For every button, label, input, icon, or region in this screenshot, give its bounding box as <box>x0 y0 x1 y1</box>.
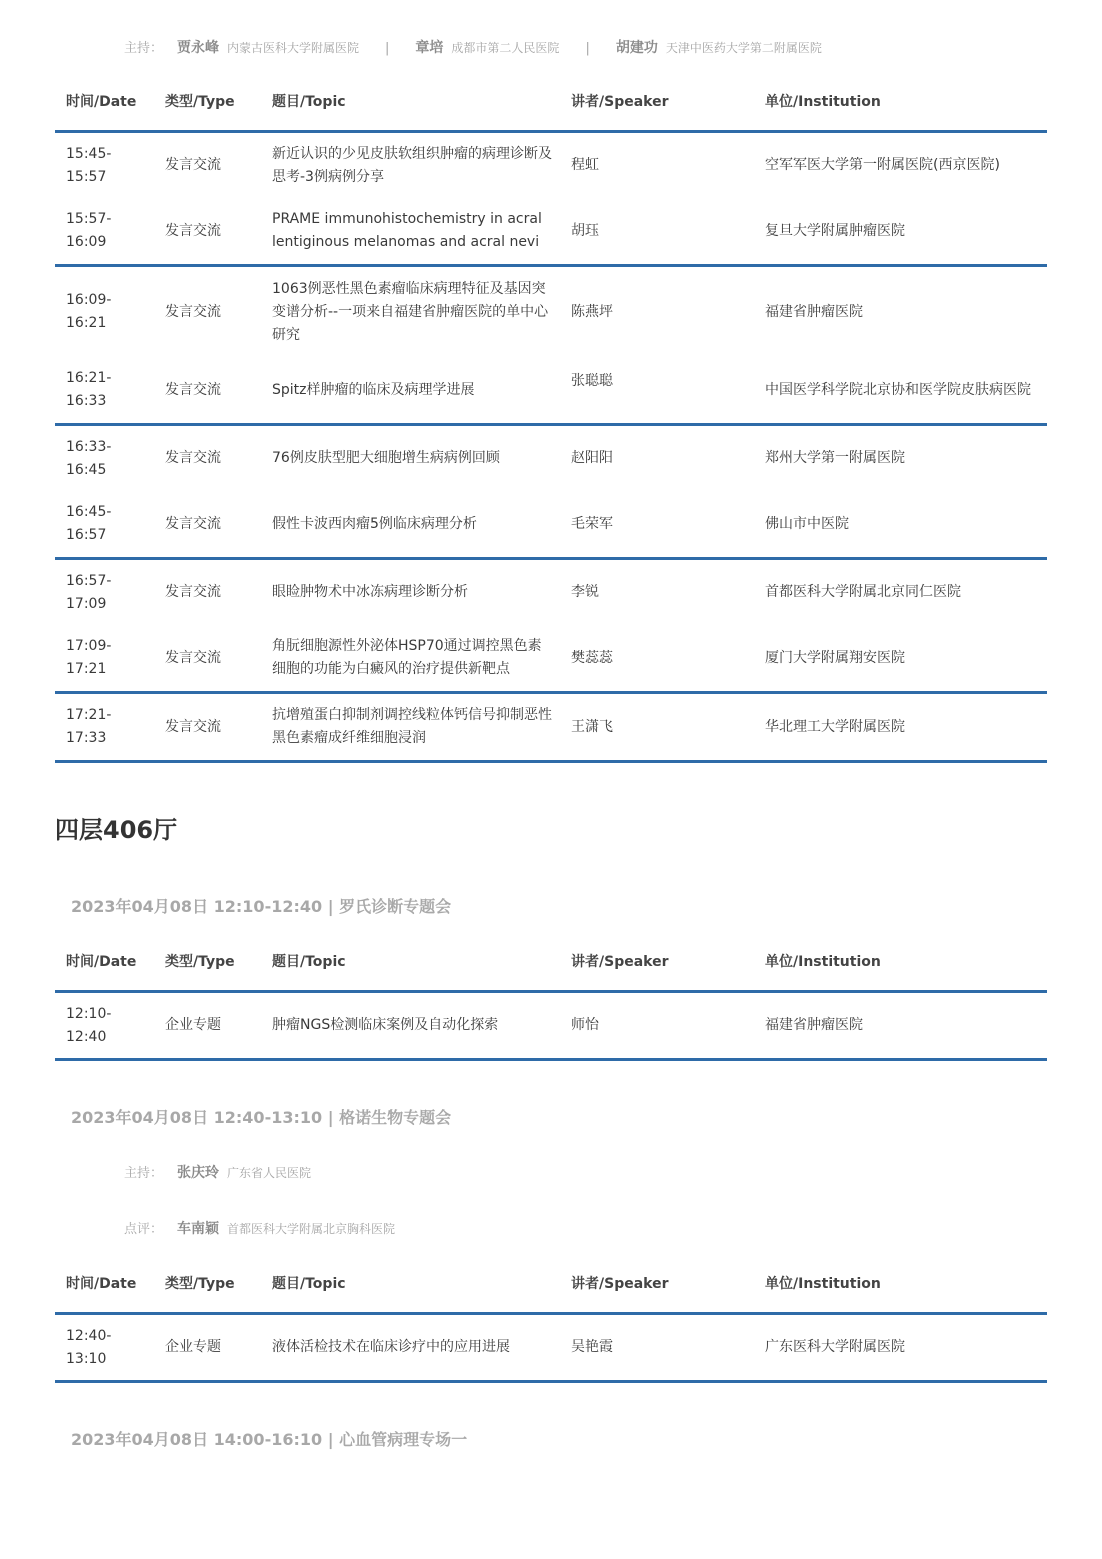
table-row <box>55 132 1047 199</box>
cell-institution: 福建省肿瘤医院 <box>765 303 863 320</box>
cell-topic: 抗增殖蛋白抑制剂调控线粒体钙信号抑制恶性黑色素瘤成纤维细胞浸润 <box>261 693 560 762</box>
cell-speaker: 赵阳阳 <box>571 450 613 467</box>
cell-time: 17:09-17:21 <box>55 626 154 693</box>
cell-speaker: 李锐 <box>571 584 599 601</box>
col-header-date: 时间/Date <box>55 1254 154 1314</box>
cell-institution: 福建省肿瘤医院 <box>754 992 1047 1060</box>
col-header-type: 类型/Type <box>154 72 261 132</box>
host-role-label: 主持： <box>124 1166 164 1181</box>
cell-type: 发言交流 <box>154 626 261 693</box>
cell-institution: 首都医科大学附属北京同仁医院 <box>765 584 961 601</box>
cell-topic: 液体活检技术在临床诊疗中的应用进展 <box>261 1314 560 1382</box>
cell-type: 发言交流 <box>154 492 261 559</box>
cell-topic: 1063例恶性黑色素瘤临床病理特征及基因突变谱分析--一项来自福建省肿瘤医院的单中心研究 <box>272 280 549 343</box>
col-header-institution: 单位/Institution <box>754 1254 1047 1314</box>
chair-name: 胡建功 <box>615 40 658 56</box>
cell-speaker: 师怡 <box>560 992 754 1060</box>
table-row <box>55 199 1047 266</box>
col-header-topic: 题目/Topic <box>261 932 560 992</box>
table-row <box>55 992 1047 1060</box>
cell-topic: 肿瘤NGS检测临床案例及自动化探索 <box>261 992 560 1060</box>
cell-time: 16:33-16:45 <box>66 438 112 478</box>
table-row <box>55 358 1047 425</box>
col-header-speaker: 讲者/Speaker <box>560 932 754 992</box>
cell-institution: 佛山市中医院 <box>754 492 1047 559</box>
table-header-row <box>55 72 1047 132</box>
cell-topic: 角朊细胞源性外泌体HSP70通过调控黑色素细胞的功能为白癜风的治疗提供新靶点 <box>261 626 560 693</box>
cell-type: 企业专题 <box>154 992 261 1060</box>
cell-speaker: 程虹 <box>571 157 599 174</box>
chair-institution: 内蒙古医科大学附属医院 <box>227 41 360 55</box>
schedule-table <box>55 72 1047 763</box>
cell-time: 16:57-17:09 <box>66 572 112 612</box>
cell-type: 发言交流 <box>165 303 221 320</box>
cell-speaker: 吴艳霞 <box>560 1314 754 1382</box>
table-row <box>55 425 1047 492</box>
reviewer-role-label: 点评： <box>124 1222 164 1237</box>
chair-name: 章培 <box>415 40 444 56</box>
cell-type: 发言交流 <box>165 584 221 601</box>
session-title: 2023年04月08日 12:40-13:10 | 格诺生物专题会 <box>71 1108 452 1127</box>
session-chairs <box>124 37 822 57</box>
table-row <box>55 492 1047 559</box>
cell-topic: 眼睑肿物术中冰冻病理诊断分析 <box>272 584 468 601</box>
col-header-type: 类型/Type <box>154 1254 261 1314</box>
host-name: 张庆玲 <box>177 1165 220 1181</box>
chair-institution: 天津中医药大学第二附属医院 <box>665 41 822 55</box>
cell-time: 16:09-16:21 <box>66 292 112 332</box>
col-header-date: 时间/Date <box>55 932 154 992</box>
cell-topic: Spitz样肿瘤的临床及病理学进展 <box>261 358 560 425</box>
cell-institution: 复旦大学附属肿瘤医院 <box>754 199 1047 266</box>
schedule-table <box>55 932 1047 1061</box>
cell-type: 发言交流 <box>165 157 221 174</box>
session-host <box>124 1162 311 1182</box>
session-title: 2023年04月08日 12:10-12:40 | 罗氏诊断专题会 <box>71 897 452 916</box>
cell-topic: 假性卡波西肉瘤5例临床病理分析 <box>261 492 560 559</box>
table-row <box>55 626 1047 693</box>
cell-time: 15:57-16:09 <box>55 199 154 266</box>
cell-type: 发言交流 <box>154 199 261 266</box>
cell-institution: 空军军医大学第一附属医院(西京医院) <box>765 157 1000 174</box>
cell-speaker: 毛荣军 <box>560 492 754 559</box>
col-header-institution: 单位/Institution <box>754 72 1047 132</box>
cell-time: 12:10-12:40 <box>55 992 154 1060</box>
cell-time: 16:45-16:57 <box>55 492 154 559</box>
cell-speaker: 樊蕊蕊 <box>560 626 754 693</box>
schedule-table <box>55 1254 1047 1383</box>
chair-role-label: 主持： <box>124 41 164 56</box>
table-header-row <box>55 1254 1047 1314</box>
col-header-speaker: 讲者/Speaker <box>560 1254 754 1314</box>
cell-type: 企业专题 <box>154 1314 261 1382</box>
cell-speaker: 胡珏 <box>560 199 754 266</box>
separator: | <box>585 41 590 56</box>
col-header-speaker: 讲者/Speaker <box>560 72 754 132</box>
reviewer-name: 车南颖 <box>177 1221 220 1237</box>
cell-time: 15:45-15:57 <box>66 145 112 185</box>
cell-institution: 中国医学科学院北京协和医学院皮肤病医院 <box>754 358 1047 425</box>
cell-type: 发言交流 <box>154 358 261 425</box>
table-row <box>55 693 1047 762</box>
session-title: 2023年04月08日 14:00-16:10 | 心血管病理专场一 <box>71 1430 468 1449</box>
cell-speaker: 张聪聪 <box>560 358 754 425</box>
chair-institution: 成都市第二人民医院 <box>451 41 560 55</box>
hall-title: 四层406厅 <box>55 816 178 844</box>
cell-topic: 新近认识的少见皮肤软组织肿瘤的病理诊断及思考-3例病例分享 <box>272 145 552 185</box>
table-row <box>55 266 1047 358</box>
cell-time: 17:21-17:33 <box>55 693 154 762</box>
cell-type: 发言交流 <box>154 693 261 762</box>
col-header-date: 时间/Date <box>55 72 154 132</box>
col-header-topic: 题目/Topic <box>261 1254 560 1314</box>
cell-type: 发言交流 <box>165 450 221 467</box>
col-header-topic: 题目/Topic <box>261 72 560 132</box>
cell-topic: 76例皮肤型肥大细胞增生病病例回顾 <box>272 450 500 467</box>
separator: | <box>385 41 390 56</box>
cell-time: 16:21-16:33 <box>55 358 154 425</box>
host-institution: 广东省人民医院 <box>227 1166 312 1180</box>
chair-name: 贾永峰 <box>177 40 220 56</box>
col-header-type: 类型/Type <box>154 932 261 992</box>
reviewer-institution: 首都医科大学附属北京胸科医院 <box>227 1222 396 1236</box>
col-header-institution: 单位/Institution <box>754 932 1047 992</box>
table-row <box>55 1314 1047 1382</box>
cell-institution: 广东医科大学附属医院 <box>754 1314 1047 1382</box>
cell-speaker: 王潇飞 <box>560 693 754 762</box>
table-row <box>55 559 1047 626</box>
cell-speaker: 陈燕坪 <box>571 303 613 320</box>
cell-institution: 郑州大学第一附属医院 <box>765 450 905 467</box>
session-reviewer <box>124 1218 395 1238</box>
cell-institution: 华北理工大学附属医院 <box>754 693 1047 762</box>
table-header-row <box>55 932 1047 992</box>
cell-topic: PRAME immunohistochemistry in acral lentiginous melanomas and acral nevi <box>261 199 560 266</box>
cell-institution: 厦门大学附属翔安医院 <box>754 626 1047 693</box>
cell-time: 12:40-13:10 <box>55 1314 154 1382</box>
